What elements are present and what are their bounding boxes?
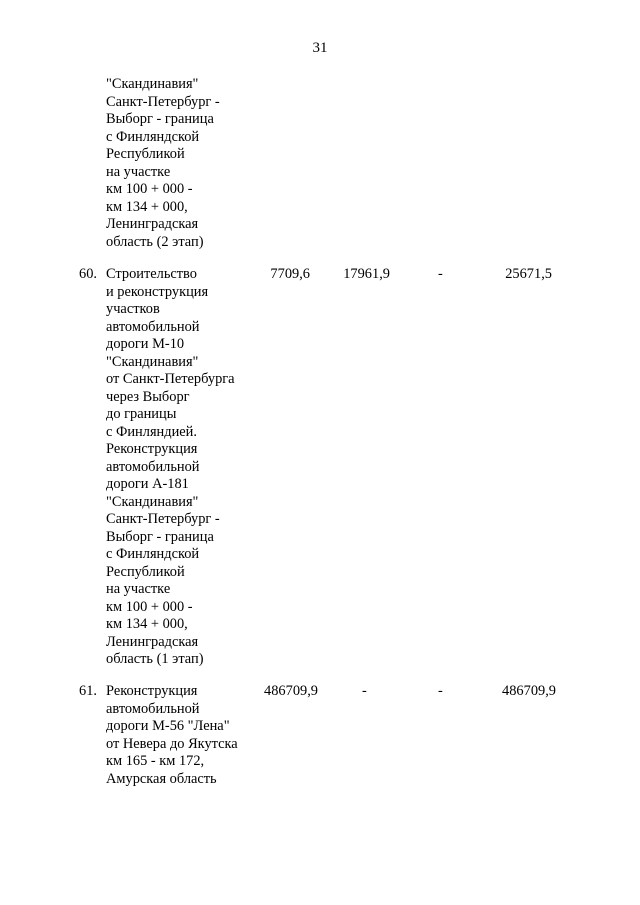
description-line: Республикой	[106, 146, 185, 162]
description-line: от Санкт-Петербурга	[106, 371, 235, 387]
value-cell: 17961,9	[343, 266, 390, 282]
description-line: Выборг - граница	[106, 111, 214, 127]
description-line: км 134 + 000,	[106, 198, 188, 215]
description-line: область (1 этап)	[106, 651, 204, 667]
description-line: км 165 - км 172,	[106, 753, 205, 769]
description-line: "Скандинавия"	[106, 76, 199, 92]
description-line: Амурская область	[106, 770, 217, 787]
description-line: Санкт-Петербург -	[106, 93, 220, 110]
description-line: и реконструкция	[106, 283, 209, 300]
value-cell: 486709,9	[264, 683, 318, 699]
description-line: автомобильной	[106, 318, 200, 335]
description-line: дороги М-10	[106, 336, 185, 352]
description-line: дороги А-181	[106, 476, 189, 492]
description-line: км 134 + 000,	[106, 616, 188, 632]
description-line: км 100 + 000 -	[106, 598, 193, 615]
description-line: Выборг - граница	[106, 528, 214, 545]
value-cell: -	[362, 683, 367, 699]
description-line: с Финляндской	[106, 546, 200, 562]
value-cell: 486709,9	[502, 683, 556, 699]
description-line: "Скандинавия"	[106, 493, 199, 510]
description-line: км 100 + 000 -	[106, 181, 193, 197]
description-line: с Финляндией.	[106, 423, 197, 440]
value-cell: 7709,6	[270, 266, 310, 282]
description-line: через Выборг	[106, 388, 190, 405]
page-number: 31	[312, 40, 328, 56]
value-cell: -	[438, 266, 443, 282]
description-line: область (2 этап)	[106, 233, 204, 250]
description-line: на участке	[106, 163, 171, 180]
description-line: Реконструкция	[106, 441, 198, 457]
description-line: автомобильной	[106, 700, 200, 717]
row-number: 61.	[79, 683, 97, 699]
value-cell: -	[438, 683, 443, 699]
description-line: Ленинградская	[106, 633, 199, 650]
description-line: от Невера до Якутска	[106, 735, 238, 752]
description-line: Реконструкция	[106, 683, 198, 699]
description-line: участков	[106, 301, 160, 317]
description-line: Санкт-Петербург -	[106, 511, 220, 527]
description-line: "Скандинавия"	[106, 353, 199, 370]
description-line: Республикой	[106, 563, 185, 580]
description-line: Строительство	[106, 266, 197, 282]
continuation-description	[106, 76, 220, 251]
row-description	[106, 266, 235, 669]
row-number: 60.	[79, 266, 97, 282]
description-line: Ленинградская	[106, 216, 199, 232]
row-description	[106, 683, 238, 788]
value-cell: 25671,5	[505, 266, 552, 282]
description-line: дороги М-56 "Лена"	[106, 718, 230, 734]
description-line: до границы	[106, 406, 177, 422]
description-line: на участке	[106, 581, 171, 597]
description-line: с Финляндской	[106, 128, 200, 145]
description-line: автомобильной	[106, 458, 200, 475]
